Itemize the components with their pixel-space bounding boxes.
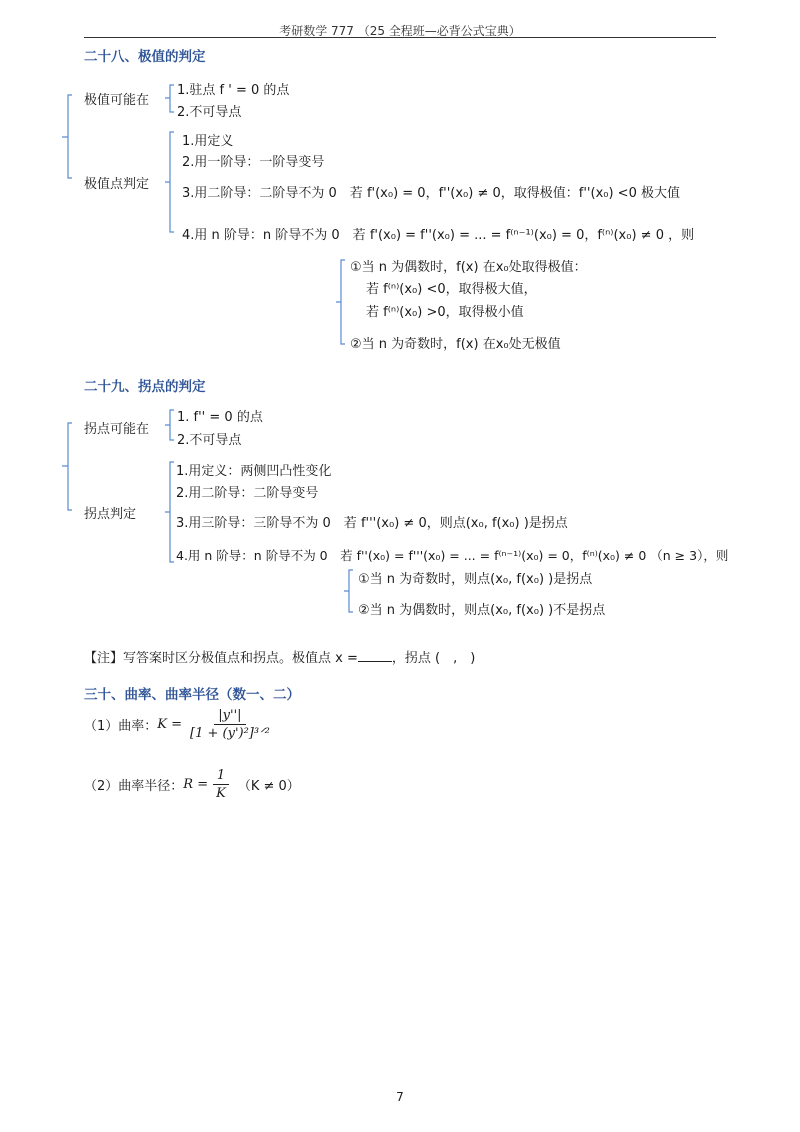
s28-main-brace — [62, 95, 72, 178]
s28-judge-item-1: 1.用定义 — [182, 134, 234, 149]
note-line — [84, 647, 475, 666]
s29-possible-item-2: 2.不可导点 — [177, 433, 242, 448]
s29-judge-item-1: 1.用定义：两侧凹凸性变化 — [176, 464, 332, 479]
curvature-numerator: |y''| — [214, 708, 245, 725]
s29-possible-brace — [165, 410, 174, 440]
section-28-title: 二十八、极值的判定 — [84, 49, 206, 65]
curvature-formula — [84, 708, 274, 741]
s29-judge-brace — [165, 462, 174, 562]
s29-judge-item-3: 3.用三阶导：三阶导不为 0 若 f'''(x₀) ≠ 0，则点(x₀, f(x₀) )是拐点 — [176, 516, 568, 531]
s29-judge-label: 拐点判定 — [84, 507, 137, 522]
s28-sub-item-4: ②当 n 为奇数时，f(x) 在x₀处无极值 — [350, 337, 561, 352]
section-29-title: 二十九、拐点的判定 — [84, 379, 206, 395]
s28-judge-label: 极值点判定 — [84, 177, 150, 192]
curvature-lhs: K = — [157, 717, 183, 732]
note-prefix: 【注】写答案时区分极值点和拐点。极值点 x = — [84, 651, 358, 666]
s28-possible-brace — [165, 85, 174, 112]
s28-judge-item-4: 4.用 n 阶导：n 阶导不为 0 若 f'(x₀) = f''(x₀) = ... = f⁽ⁿ⁻¹⁾(x₀) = 0，f⁽ⁿ⁾(x₀) ≠ 0 ，则 — [182, 228, 695, 243]
s28-judge-brace — [165, 132, 174, 232]
curvature-denominator: [1 + (y')²]³ᐟ² — [190, 726, 270, 741]
radius-denominator: K — [216, 786, 226, 801]
note-middle: ，拐点 ( , ) — [391, 651, 476, 666]
s28-sub-item-3: 若 f⁽ⁿ⁾(x₀) >0，取得极小值 — [366, 305, 524, 320]
s28-possible-item-2: 2.不可导点 — [177, 105, 242, 120]
radius-lhs: R = — [183, 777, 209, 792]
page-number: 7 — [396, 1090, 404, 1104]
s29-possible-item-1: 1. f'' = 0 的点 — [177, 410, 263, 425]
s28-sub-brace — [336, 260, 345, 344]
s29-judge-item-4: 4.用 n 阶导：n 阶导不为 0 若 f''(x₀) = f'''(x₀) = ... = f⁽ⁿ⁻¹⁾(x₀) = 0，f⁽ⁿ⁾(x₀) ≠ 0 （n ≥ 3），则 — [176, 548, 729, 563]
s28-judge-item-2: 2.用一阶导：一阶导变号 — [182, 155, 325, 170]
s28-sub-item-1: ①当 n 为偶数时，f(x) 在x₀处取得极值： — [350, 260, 587, 275]
s29-main-brace — [62, 423, 72, 510]
s28-possible-item-1: 1.驻点 f ' = 0 的点 — [177, 83, 290, 98]
s29-sub-brace — [344, 570, 353, 612]
s28-possible-label: 极值可能在 — [84, 93, 150, 108]
section-30-title: 三十、曲率、曲率半径（数一、二） — [84, 687, 300, 703]
curvature-radius-formula — [84, 768, 300, 801]
s28-judge-item-3: 3.用二阶导：二阶导不为 0 若 f'(x₀) = 0，f''(x₀) ≠ 0，取得极值：f''(x₀) <0 极大值 — [182, 186, 680, 201]
page-header: 考研数学 777 （25 全程班—必背公式宝典） — [279, 24, 521, 38]
s29-judge-item-2: 2.用二阶导：二阶导变号 — [176, 486, 319, 501]
radius-numerator: 1 — [213, 768, 229, 785]
s29-possible-label: 拐点可能在 — [84, 422, 150, 437]
note-blank — [358, 649, 392, 662]
s29-sub-item-2: ②当 n 为偶数时，则点(x₀, f(x₀) )不是拐点 — [358, 603, 606, 618]
radius-condition: （K ≠ 0） — [237, 779, 300, 794]
s29-sub-item-1: ①当 n 为奇数时，则点(x₀, f(x₀) )是拐点 — [358, 572, 593, 587]
radius-fraction — [212, 768, 230, 801]
curvature-fraction — [186, 708, 274, 741]
s28-sub-item-2: 若 f⁽ⁿ⁾(x₀) <0，取得极大值， — [366, 282, 537, 297]
radius-label: （2）曲率半径： — [84, 779, 184, 794]
header-divider — [84, 37, 716, 38]
curvature-label: （1）曲率： — [84, 719, 158, 734]
